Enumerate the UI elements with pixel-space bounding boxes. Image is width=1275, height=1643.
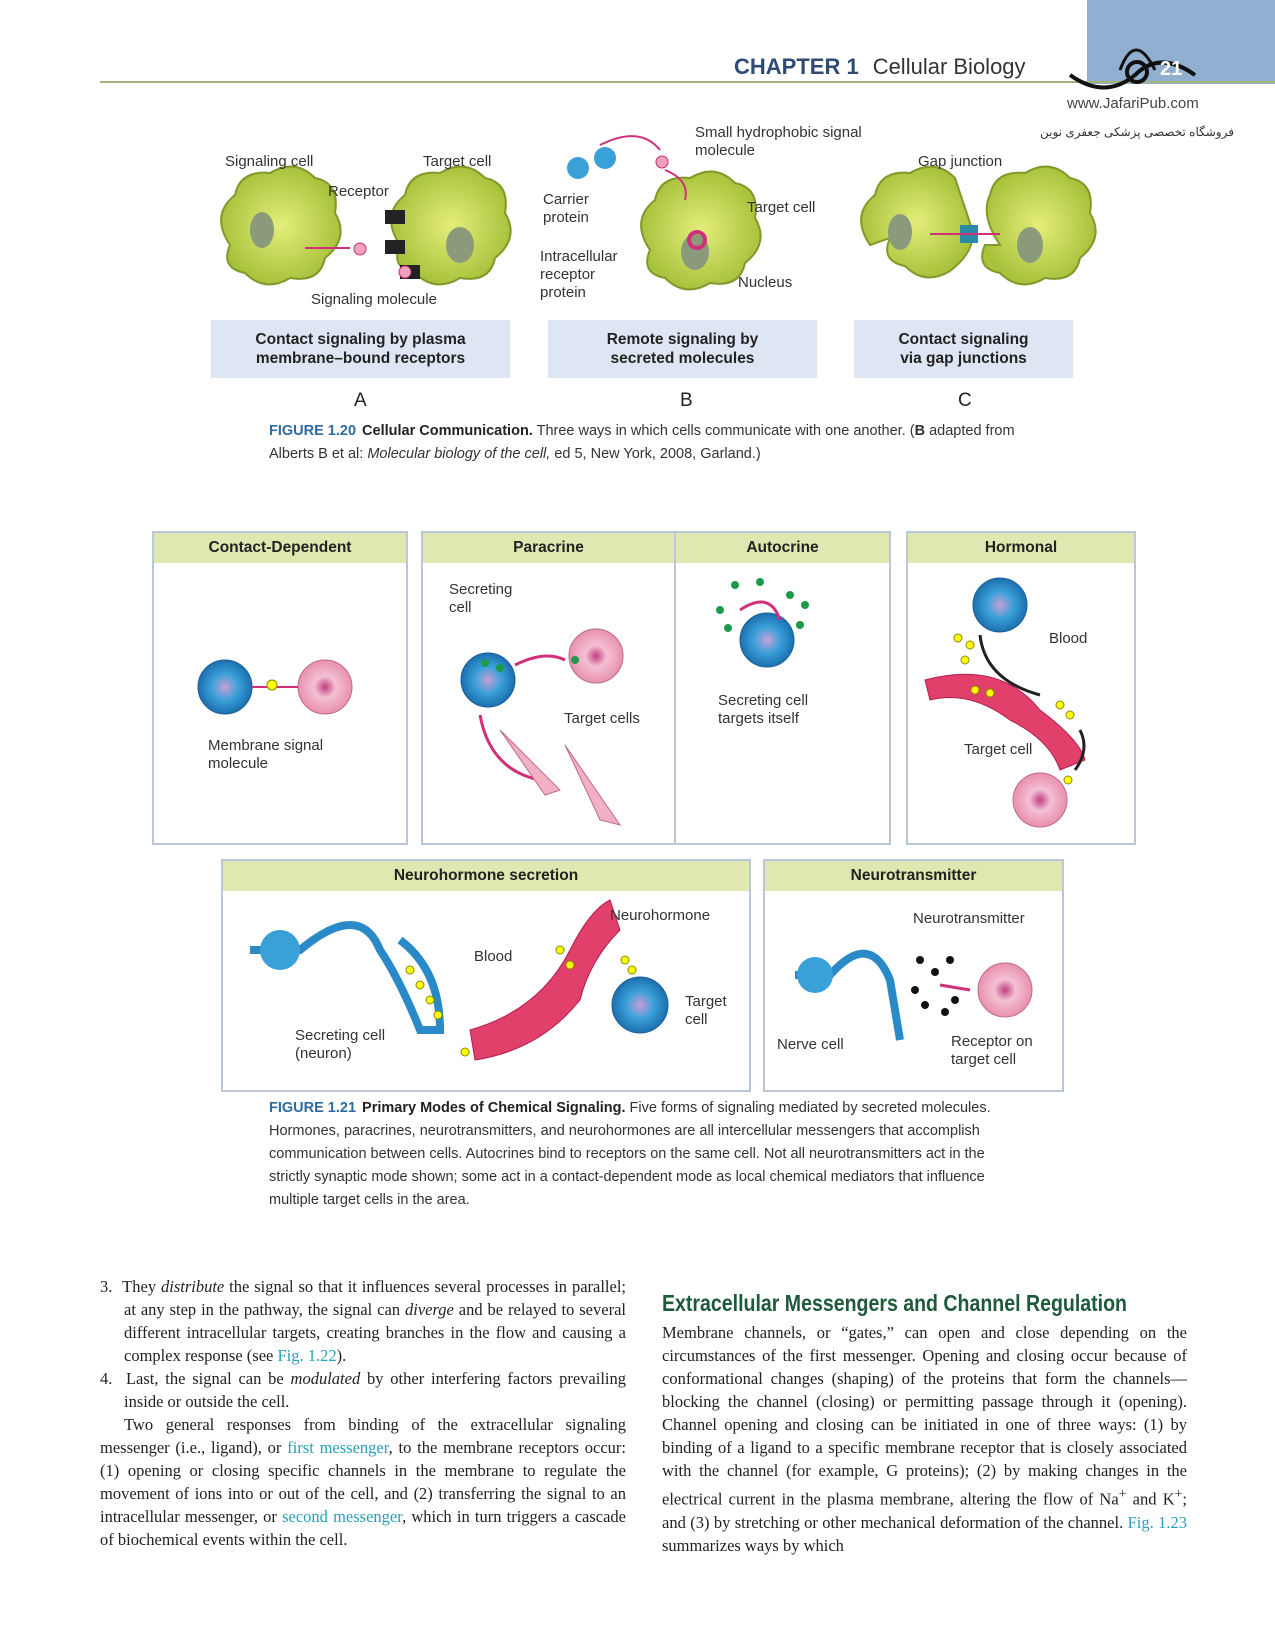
label: Carrier protein xyxy=(543,191,589,226)
fig-1-22-link[interactable]: Fig. 1.22 xyxy=(277,1346,337,1365)
figure-1-20-caption: FIGURE 1.20 Cellular Communication. Three ways in which cells communicate with one another. (B adapted from Alberts B et al: Molecular biology of the cell, ed 5, New York, 2008, Garland.) xyxy=(269,423,1015,462)
label: Signaling molecule xyxy=(311,291,437,308)
label: Receptor xyxy=(328,183,389,200)
list-item-4: 4. Last, the signal can be modulated by other interfering factors prevailing inside or outside the cell. xyxy=(100,1369,627,1411)
right-column xyxy=(662,1321,1187,1557)
section-heading: Extracellular Messengers and Channel Regulation xyxy=(662,1290,1128,1316)
page-number: 21 xyxy=(1160,58,1183,80)
panel-letter-c: C xyxy=(958,390,972,411)
panel-autocrine: Autocrine xyxy=(674,531,891,845)
label: Gap junction xyxy=(918,153,1003,170)
panel-hormonal: Hormonal xyxy=(906,531,1136,845)
chapter-title: Cellular Biology xyxy=(872,54,1026,79)
paragraph: Membrane channels, or “gates,” can open and close depending on the circumstances of the first messenger. Opening and closing occur because of conformational changes (shaping) of the proteins that form the channels—blocking the channel (closing) or permitting passage through it (opening). Channel opening and closing can be initiated in one of three ways: (1) by binding of a ligand to a specific membrane receptor that is closely associated with the channel (for example, G proteins); (2) by making changes in the electrical current in the plasma membrane, altering the flow of Na+ and K+; and (3) by stretching or other mechanical deformation of the channel. Fig. 1.23 summarizes ways by which xyxy=(662,1323,1187,1555)
label: Blood xyxy=(1049,630,1088,647)
label: Target cell xyxy=(423,153,492,170)
label: Blood xyxy=(474,948,513,965)
panel-paracrine: Paracrine xyxy=(421,531,676,845)
label: Target cell xyxy=(964,741,1033,758)
left-column xyxy=(100,1275,626,1551)
label: Target cell xyxy=(747,199,816,216)
label: Nucleus xyxy=(738,274,793,291)
panel-letter-a: A xyxy=(354,390,367,411)
label: Neurohormone xyxy=(610,907,711,924)
list-item-3: 3. They distribute the signal so that it influences several processes in parallel; at any step in the pathway, the signal can diverge and be relayed to several different intracellular targets, creating branches in the flow and causing a complex response (see Fig. 1.22). xyxy=(100,1277,627,1365)
second-messenger-link[interactable]: second messenger xyxy=(282,1507,403,1526)
watermark-store: فروشگاه تخصصی پزشکی جعفری نوین xyxy=(1040,125,1234,139)
label: Secreting cell (neuron) xyxy=(295,1027,386,1062)
figure-1-21-caption: FIGURE 1.21 Primary Modes of Chemical Signaling. Five forms of signaling mediated by secreted molecules. Hormones, paracrines, neurotransmitters, and neurohormones are all intercellular messengers that accomplish communication between cells. Autocrines bind to receptors on the same cell. Not all neurotransmitters act in the strictly synaptic mode shown; some act in a contact-dependent mode as local chemical mediators that influence multiple target cells in the area. xyxy=(269,1100,991,1208)
watermark-url: www.JafariPub.com xyxy=(1067,95,1199,112)
label: Target cells xyxy=(564,710,640,727)
label: Secreting cell xyxy=(449,581,513,616)
label: Target cell xyxy=(685,993,727,1028)
fig-1-23-link[interactable]: Fig. 1.23 xyxy=(1127,1512,1187,1532)
paragraph: Two general responses from binding of the extracellular signaling messenger (i.e., ligand), or first messenger, to the membrane receptors occur: (1) opening or closing specific channels in the membrane to regulate the movement of ions into or out of the cell, and (2) transferring the signal to an intracellular messenger, or second messenger, which in turn triggers a cascade of biochemical events within the cell. xyxy=(100,1415,626,1549)
chapter-number: CHAPTER 1 xyxy=(734,54,859,79)
first-messenger-link[interactable]: first messenger xyxy=(287,1438,389,1457)
label: Neurotransmitter xyxy=(913,910,1025,927)
label: Intracellular receptor protein xyxy=(540,248,618,301)
label: Membrane signal molecule xyxy=(208,737,324,772)
label: Receptor on target cell xyxy=(951,1033,1033,1068)
label: Nerve cell xyxy=(777,1036,844,1053)
panel-neurohormone: Neurohormone secretion xyxy=(221,859,751,1092)
caption-box-b: Remote signaling by secreted molecules xyxy=(548,320,817,378)
label: Secreting cell targets itself xyxy=(718,692,809,727)
caption-box-c: Contact signaling via gap junctions xyxy=(854,320,1073,378)
panel-neurotransmitter: Neurotransmitter xyxy=(763,859,1064,1092)
label: Signaling cell xyxy=(225,153,314,170)
panel-letter-b: B xyxy=(680,390,693,411)
caption-box-a: Contact signaling by plasma membrane–bound receptors xyxy=(211,320,510,378)
label: Small hydrophobic signal molecule xyxy=(695,124,862,159)
panel-contact-dependent: Contact-Dependent xyxy=(152,531,408,845)
